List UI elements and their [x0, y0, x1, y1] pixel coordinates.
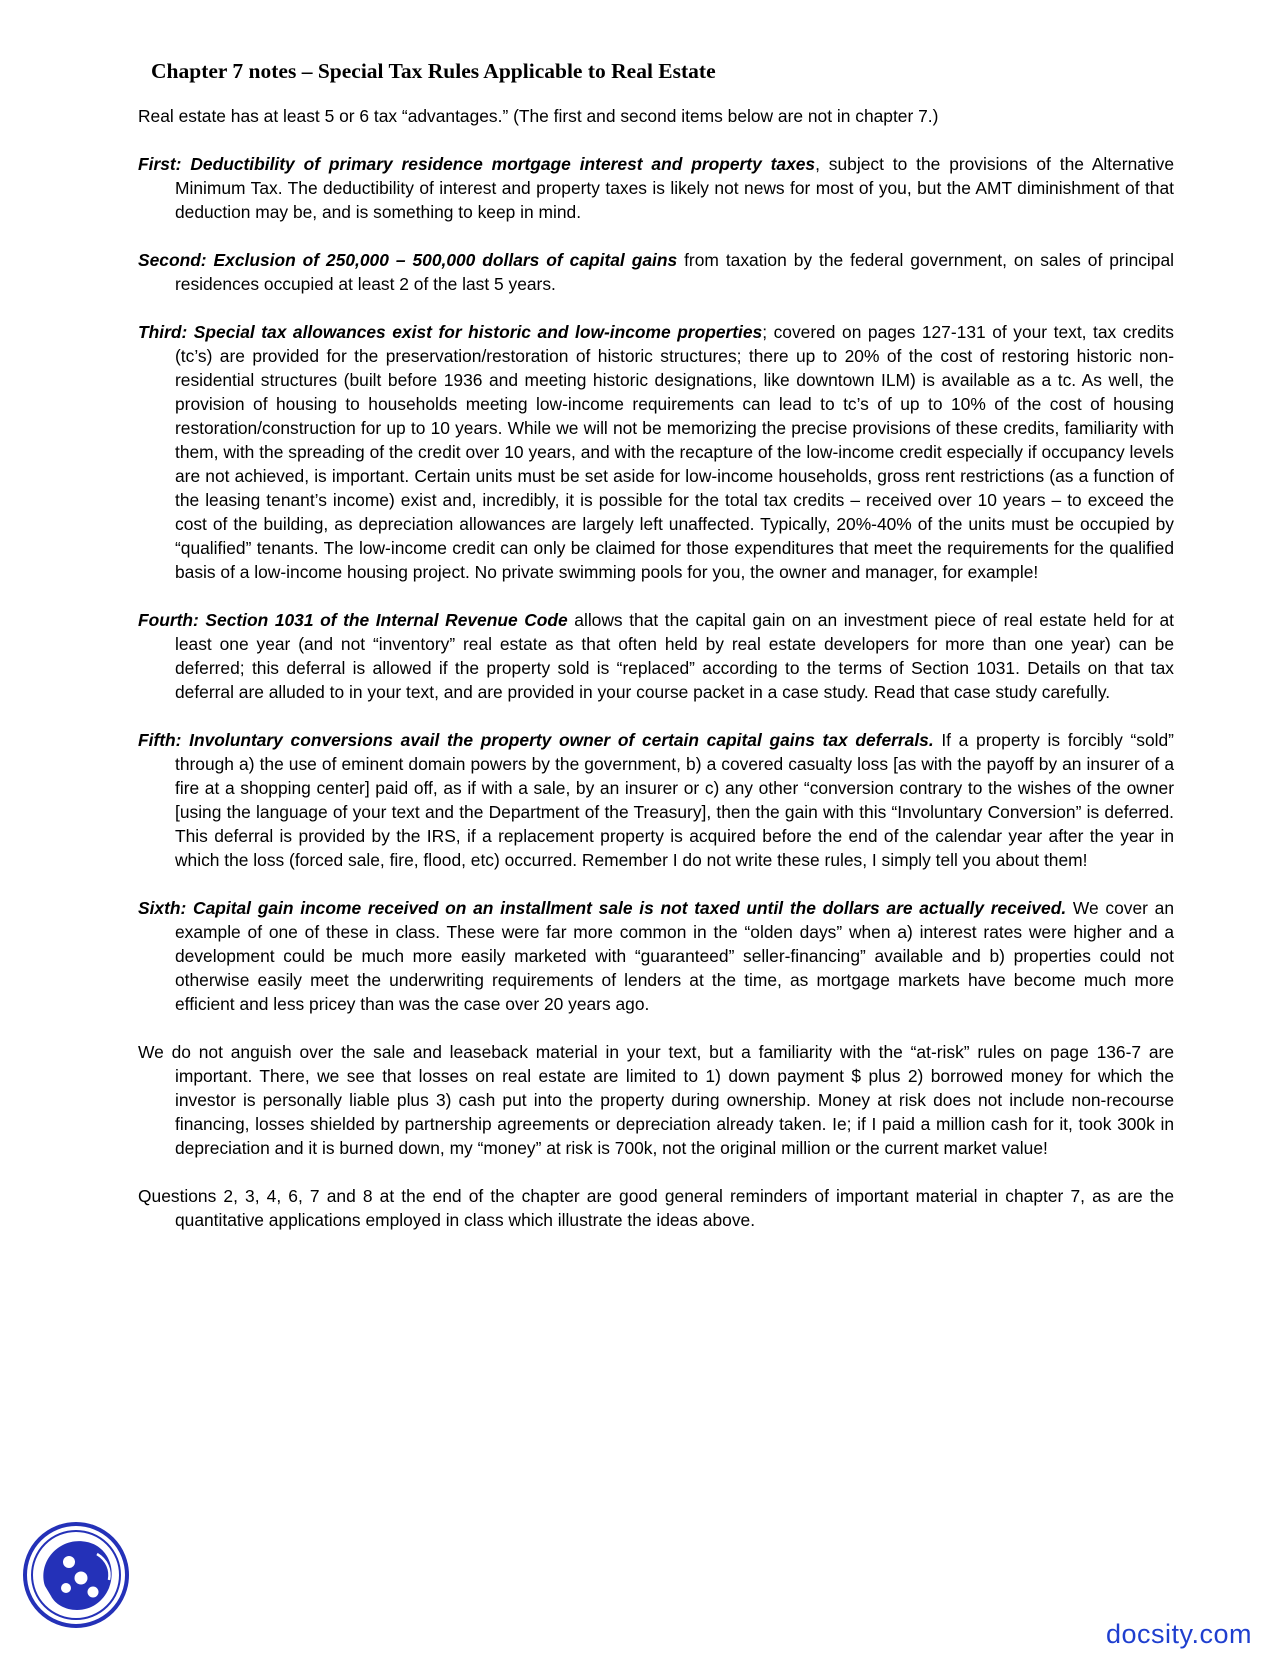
docsity-logo-graphic [21, 1520, 131, 1630]
brand-link[interactable]: docsity.com [1105, 1619, 1252, 1649]
item-second-heading: Second: Exclusion of 250,000 – 500,000 dollars of capital gains [138, 250, 678, 270]
page-title: Chapter 7 notes – Special Tax Rules Applicable to Real Estate [151, 59, 716, 83]
intro-paragraph: Real estate has at least 5 or 6 tax “advantages.” (The first and second items below are not in chapter 7.) [138, 106, 939, 126]
item-fifth-heading: Fifth: Involuntary conversions avail the property owner of certain capital gains tax deferrals. [138, 730, 934, 750]
at-risk-paragraph: We do not anguish over the sale and leaseback material in your text, but a familiarity with the “at-risk” rules on page 136-7 are important. There, we see that losses on real estate are limited to 1) down payment $ plus 2) borrowed money for which the investor is personally liable plus 3) cash put into the property during ownership. Money at risk does not include non-recourse financing, losses shielded by partnership agreements or depreciation already taken. Ie; if I paid a million cash for it, took 300k in depreciation and it is burned down, my “money” at risk is 700k, not the original million or the current market value! [138, 1042, 1174, 1158]
item-first-heading: First: Deductibility of primary residence mortgage interest and property taxes [138, 154, 816, 174]
item-fifth-text: If a property is forcibly “sold” through a) the use of eminent domain powers by the government, b) a covered casualty loss [as with the payoff by an insurer of a fire at a shopping center] paid off, as if with a sale, by an insurer or c) any other “conversion contrary to the wishes of the owner [using the language of your text and the Department of the Treasury], then the gain with this “Involuntary Conversion” is deferred. This deferral is provided by the IRS, if a replacement property is acquired before the end of the calendar year after the year in which the loss (forced sale, fire, flood, etc) occurred. Remember I do not write these rules, I simply tell you about them! [175, 730, 1174, 870]
docsity-logo-icon[interactable] [21, 1520, 131, 1630]
item-fourth-text: allows that the capital gain on an investment piece of real estate held for at least one year (and not “inventory” real estate as that often held by real estate developers for more than one year) can be deferred; this deferral is allowed if the property sold is “replaced” according to the terms of Section 1031. Details on that tax deferral are alluded to in your text, and are provided in your course packet in a case study. Read that case study carefully. [175, 610, 1174, 702]
item-sixth-heading: Sixth: Capital gain income received on an installment sale is not taxed until the dollars are actually received. [138, 898, 1067, 918]
item-second [138, 248, 1174, 296]
item-first-text: , subject to the provisions of the Alternative Minimum Tax. The deductibility of interest and property taxes is likely not news for most of you, but the AMT diminishment of that deduction may be, and is something to keep in mind. [175, 154, 1174, 222]
item-fourth [138, 608, 1174, 704]
item-second-text: from taxation by the federal government, on sales of principal residences occupied at least 2 of the last 5 years. [175, 250, 1175, 294]
questions-paragraph: Questions 2, 3, 4, 6, 7 and 8 at the end of the chapter are good general reminders of important material in chapter 7, as are the quantitative applications employed in class which illustrate the ideas above. [138, 1186, 1174, 1230]
item-fourth-heading: Fourth: Section 1031 of the Internal Revenue Code [138, 610, 568, 630]
item-first [138, 152, 1174, 224]
item-sixth-text: We cover an example of one of these in class. These were far more common in the “olden days” when a) interest rates were higher and a development could be much more easily marketed with “guaranteed” seller-financing” available and b) properties could not otherwise easily meet the underwriting requirements of lenders at the time, as mortgage markets have become much more efficient and less pricey than was the case over 20 years ago. [175, 898, 1175, 1014]
item-third-heading: Third: Special tax allowances exist for historic and low-income properties [138, 322, 763, 342]
item-third [138, 320, 1174, 584]
document-page [138, 0, 1174, 1232]
item-sixth [138, 896, 1174, 1016]
item-third-text: ; covered on pages 127-131 of your text, tax credits (tc’s) are provided for the preservation/restoration of historic structures; there up to 20% of the cost of restoring historic non-residential structures (built before 1936 and meeting historic designations, like downtown ILM) is available as a tc. As well, the provision of housing to households meeting low-income requirements can lead to tc’s of up to 10% of the cost of housing restoration/construction for up to 10 years. While we will not be memorizing the precise provisions of these credits, familiarity with them, with the spreading of the credit over 10 years, and with the recapture of the low-income credit especially if occupancy levels are not achieved, is important. Certain units must be set aside for low-income households, gross rent restrictions (as a function of the leasing tenant’s income) exist and, incredibly, it is possible for the total tax credits – received over 10 years – to exceed the cost of the building, as depreciation allowances are largely left unaffected. Typically, 20%-40% of the units must be occupied by “qualified” tenants. The low-income credit can only be claimed for those expenditures that meet the requirements for the qualified basis of a low-income housing project. No private swimming pools for you, the owner and manager, for example! [175, 322, 1174, 582]
item-fifth [138, 728, 1174, 872]
